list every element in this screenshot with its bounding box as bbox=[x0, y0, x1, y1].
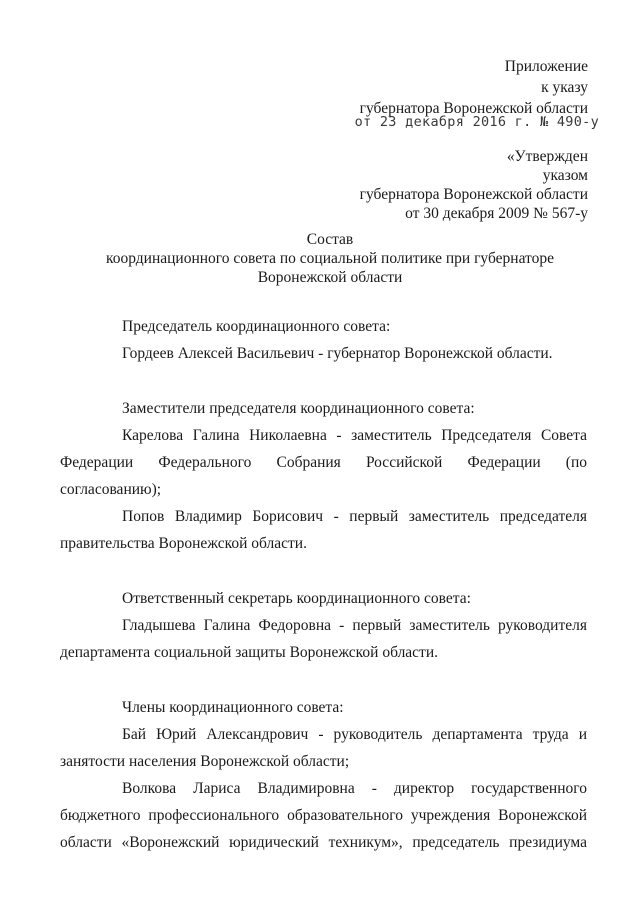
deputy-entry-line: Федерации Федерального Собрания Российской Федерации (по bbox=[60, 454, 587, 471]
section-heading-chairman: Председатель координационного совета: bbox=[122, 318, 391, 335]
document-body bbox=[60, 313, 587, 856]
appendix-block bbox=[360, 56, 588, 119]
decree-date-stamp: от 23 декабря 2016 г. № 490-у bbox=[354, 114, 599, 130]
approved-line: от 30 декабря 2009 № 567-у bbox=[405, 205, 588, 222]
member-entry-line: занятости населения Воронежской области; bbox=[60, 753, 350, 770]
deputy-entry-line: правительства Воронежской области. bbox=[60, 535, 307, 552]
appendix-line: губернатора Воронежской области bbox=[359, 100, 588, 117]
title-line: координационного совета по социальной политике при губернаторе bbox=[105, 250, 555, 267]
approved-line: «Утвержден bbox=[506, 148, 588, 165]
approved-block bbox=[360, 147, 588, 223]
approved-line: указом bbox=[542, 167, 588, 184]
secretary-entry-line: Гладышева Галина Федоровна - первый заместитель руководителя bbox=[122, 617, 587, 634]
member-entry-line: бюджетного профессионального образовательного учреждения Воронежской bbox=[60, 807, 587, 824]
member-entry-line: области «Воронежский юридический техникум», председатель президиума bbox=[60, 834, 587, 851]
document-title bbox=[100, 230, 560, 287]
section-heading-secretary: Ответственный секретарь координационного совета: bbox=[122, 590, 471, 607]
deputy-entry-line: Попов Владимир Борисович - первый заместитель председателя bbox=[122, 508, 587, 525]
appendix-line: к указу bbox=[541, 79, 588, 96]
appendix-line: Приложение bbox=[504, 58, 588, 75]
title-line: Состав bbox=[306, 231, 354, 248]
member-entry-line: Бай Юрий Александрович - руководитель департамента труда и bbox=[122, 726, 587, 743]
deputy-entry-line: Карелова Галина Николаевна - заместитель Председателя Совета bbox=[122, 427, 587, 444]
approved-line: губернатора Воронежской области bbox=[359, 186, 588, 203]
section-heading-deputies: Заместители председателя координационного совета: bbox=[122, 400, 475, 417]
deputy-entry-line: согласованию); bbox=[60, 481, 162, 498]
section-heading-members: Члены координационного совета: bbox=[122, 699, 344, 716]
secretary-entry-line: департамента социальной защиты Воронежской области. bbox=[60, 644, 439, 661]
title-line: Воронежской области bbox=[257, 269, 403, 286]
member-entry-line: Волкова Лариса Владимировна - директор государственного bbox=[122, 780, 587, 797]
chairman-entry: Гордеев Алексей Васильевич - губернатор Воронежской области. bbox=[122, 345, 553, 362]
